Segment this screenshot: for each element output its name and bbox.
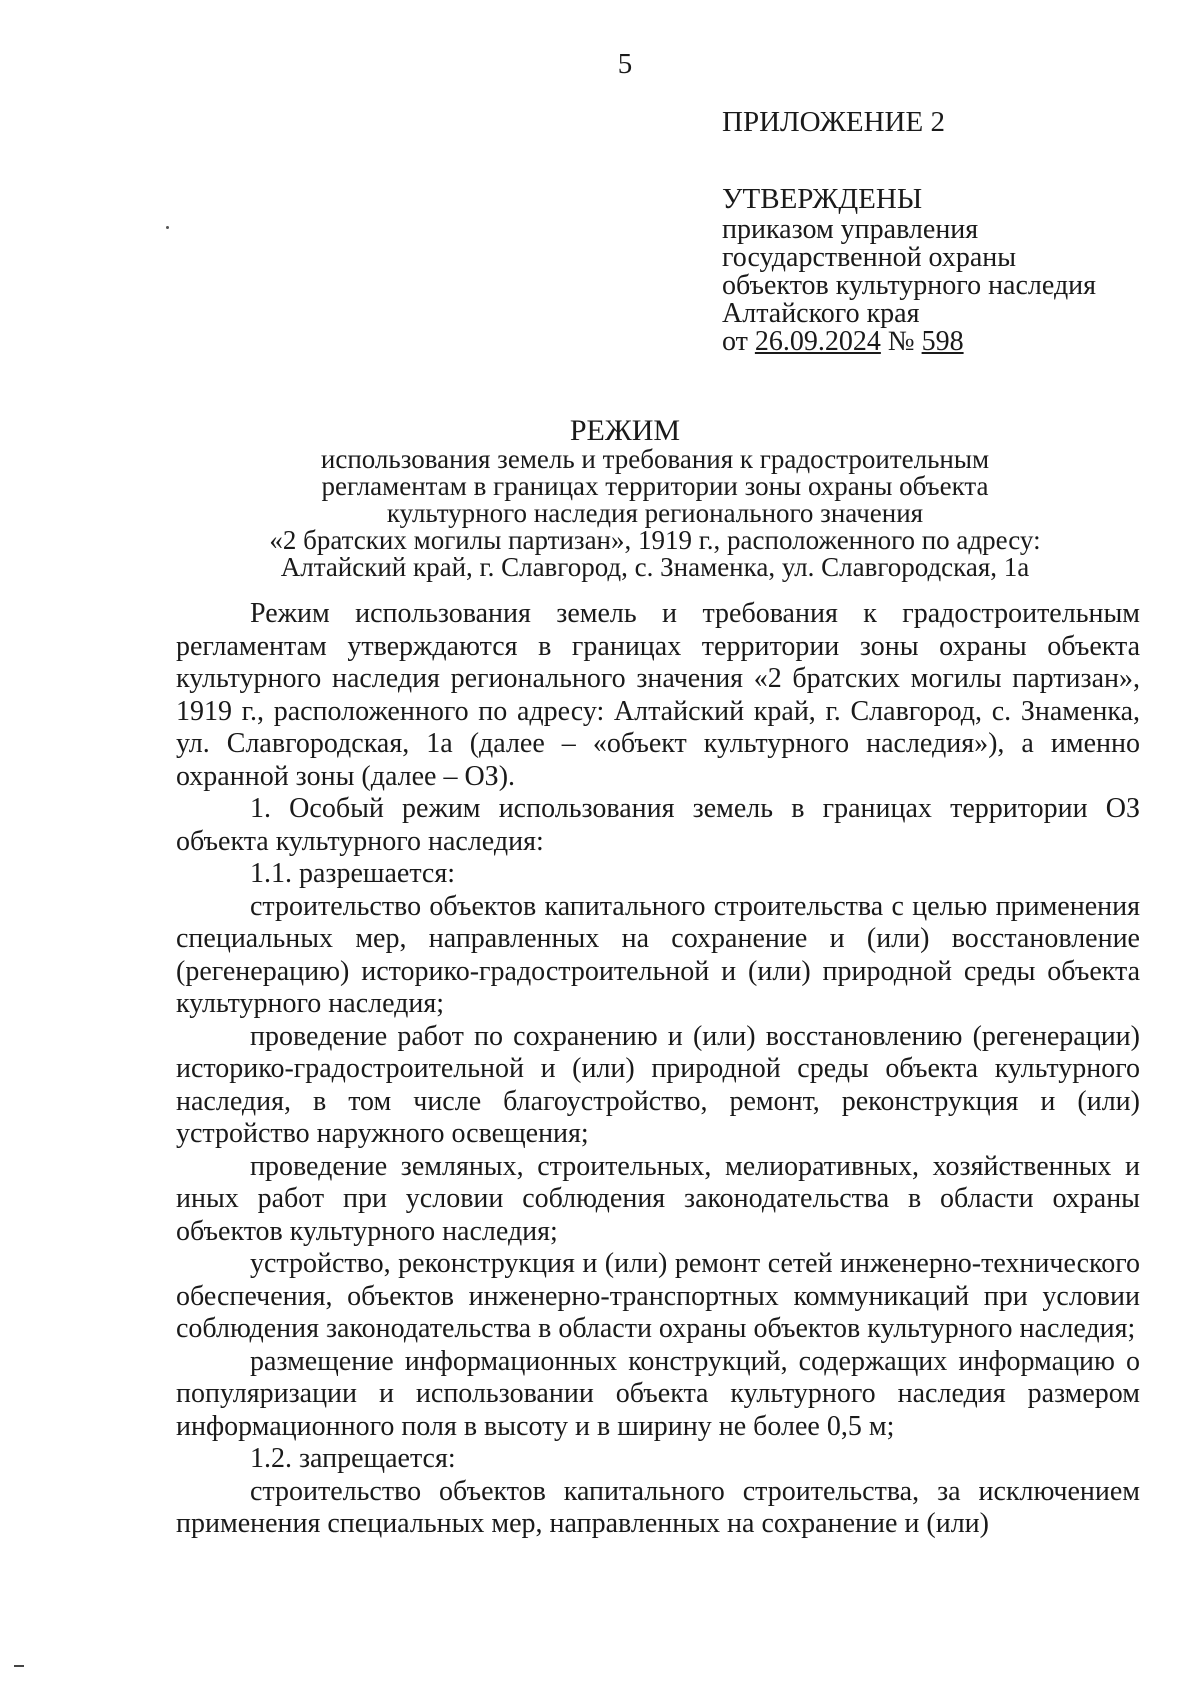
document-title: РЕЖИМ [569,414,681,447]
approval-date-line [722,328,1182,356]
subtitle-line: использования земель и требования к градостроительным [320,444,990,474]
date-prefix: от [722,326,755,357]
body-paragraph: проведение земляных, строительных, мелиоративных, хозяйственных и иных работ при условии соблюдения законодательства в области охраны объектов культурного наследия; [176,1150,1140,1247]
approved-label: УТВЕРЖДЕНЫ [722,183,923,215]
document-body [176,598,1140,1541]
body-paragraph: 1.2. запрещается: [250,1443,456,1474]
page-number: 5 [617,48,633,80]
body-paragraph: 1.1. разрешается: [250,858,455,889]
approval-line: Алтайского края [722,298,920,329]
body-paragraph: проведение работ по сохранению и (или) восстановлению (регенерации) историко-градостроительной и (или) природной среды объекта культурного наследия, в том числе благоустройство, ремонт, реконструкция и (или) устройство наружного освещения; [176,1020,1140,1149]
body-paragraph: Режим использования земель и требования к градостроительным регламентам утверждаются в границах территории зоны охраны объекта культурного наследия регионального значения «2 братских могилы партизан», 1919 г., расположенного по адресу: Алтайский край, г. Славгород, с. Знаменка, ул. Славгородская, 1а (далее – «объект культурного наследия»), а именно охранной зоны (далее – ОЗ). [176,598,1140,792]
scan-speck [166,226,169,229]
approval-line: приказом управления [722,214,979,245]
number-prefix: № [880,326,922,357]
subtitle-line: регламентам в границах территории зоны охраны объекта [321,471,989,501]
appendix-label: ПРИЛОЖЕНИЕ 2 [722,106,945,138]
approval-line: государственной охраны [722,242,1017,273]
approval-date: 26.09.2024 [754,326,881,357]
body-paragraph: строительство объектов капитального строительства с целью применения специальных мер, направленных на сохранение и (или) восстановление (регенерацию) историко-градостроительной и (или) природной среды объекта культурного наследия; [176,890,1140,1019]
document-subtitle [180,446,1130,581]
body-paragraph: размещение информационных конструкций, содержащих информацию о популяризации и использовании объекта культурного наследия размером информационного поля в высоту и в ширину не более 0,5 м; [176,1345,1140,1442]
scan-mark [14,1665,24,1667]
body-paragraph: устройство, реконструкция и (или) ремонт сетей инженерно-технического обеспечения, объектов инженерно-транспортных коммуникаций при условии соблюдения законодательства в области охраны объектов культурного наследия; [176,1248,1140,1344]
subtitle-line: Алтайский край, г. Славгород, с. Знаменка, ул. Славгородская, 1а [280,552,1030,582]
body-paragraph: строительство объектов капитального строительства, за исключением применения специальных мер, направленных на сохранение и (или) [176,1475,1140,1539]
approval-number: 598 [921,326,964,357]
body-paragraph: 1. Особый режим использования земель в границах территории ОЗ объекта культурного наследия: [176,793,1140,857]
subtitle-line: «2 братских могилы партизан», 1919 г., расположенного по адресу: [269,525,1041,555]
subtitle-line: культурного наследия регионального значения [386,498,924,528]
approval-line: объектов культурного наследия [722,270,1097,301]
approval-block [722,104,1182,356]
